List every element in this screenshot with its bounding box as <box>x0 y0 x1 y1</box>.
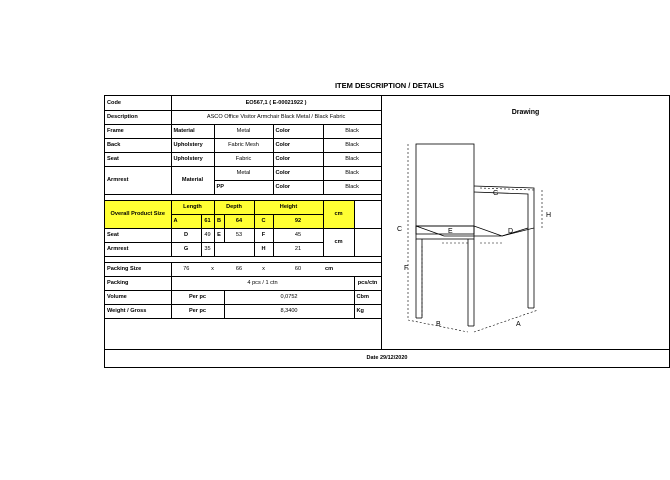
depth-label: Depth <box>214 200 254 214</box>
chair-drawing <box>382 96 668 346</box>
length-label: Length <box>171 200 214 214</box>
armrest-material-2: PP <box>214 180 273 194</box>
dim-e: E <box>214 228 224 242</box>
frame-row <box>105 124 381 138</box>
packing-width: 66 <box>224 262 254 276</box>
back-color-label: Color <box>273 138 323 152</box>
back-material: Fabric Mesh <box>214 138 273 152</box>
dim-g: G <box>171 242 201 256</box>
armrest-color-label-1: Color <box>273 166 323 180</box>
packing-value: 4 pcs / 1 ctn <box>171 276 354 290</box>
footer-date: Date 29/12/2020 <box>105 349 669 367</box>
code-label: Code <box>105 96 171 110</box>
chair-seat-front <box>416 226 474 239</box>
dimension-line-g <box>480 188 534 190</box>
volume-per: Per pc <box>171 290 224 304</box>
dim-f-value: 45 <box>273 228 323 242</box>
seat-armrest-unit: cm <box>323 228 354 256</box>
label-f: F <box>404 265 409 272</box>
armrest-material-label: Material <box>171 166 214 194</box>
armrest-label: Armrest <box>105 166 171 194</box>
packing-size-label: Packing Size <box>105 262 171 276</box>
back-row <box>105 138 381 152</box>
dim-c-value: 92 <box>273 214 323 228</box>
dim-f: F <box>254 228 273 242</box>
seat-row <box>105 152 381 166</box>
label-d: D <box>508 228 514 235</box>
packing-size-unit: cm <box>323 262 354 276</box>
seat-dimension-row <box>105 228 381 242</box>
frame-label: Frame <box>105 124 171 138</box>
label-e: E <box>448 228 453 235</box>
packing-length: 76 <box>171 262 201 276</box>
seat-color: Black <box>323 152 381 166</box>
dim-a-value: 61 <box>201 214 214 228</box>
dimension-line-a <box>474 310 538 332</box>
chair-seat-top <box>416 226 502 236</box>
dim-b: B <box>214 214 224 228</box>
seat-label: Seat <box>105 152 171 166</box>
packing-label: Packing <box>105 276 171 290</box>
spec-table <box>105 96 382 319</box>
chair-back <box>416 144 474 234</box>
document-title: ITEM DESCRIPTION / DETAILS <box>334 81 445 90</box>
armrest-color-label-2: Color <box>273 180 323 194</box>
armrest-material-1: Metal <box>214 166 273 180</box>
weight-label: Weight / Gross <box>105 304 171 318</box>
seat-dim-label: Seat <box>105 228 171 242</box>
label-g: G <box>493 190 499 197</box>
frame-color: Black <box>323 124 381 138</box>
frame-material-label: Material <box>171 124 214 138</box>
armrest-material-row-1 <box>105 166 381 180</box>
overall-size-label: Overall Product Size <box>105 200 171 228</box>
code-value: EO567,1 ( E-00021922 ) <box>171 96 381 110</box>
dim-e-value: 53 <box>224 228 254 242</box>
drawing-panel <box>381 96 669 349</box>
weight-value: 8,3400 <box>224 304 354 318</box>
armrest-dim-label: Armrest <box>105 242 171 256</box>
dim-d: D <box>171 228 201 242</box>
dim-h: H <box>254 242 273 256</box>
description-label: Description <box>105 110 171 124</box>
volume-label: Volume <box>105 290 171 304</box>
height-label: Height <box>254 200 323 214</box>
dim-b-value: 64 <box>224 214 254 228</box>
label-a: A <box>516 321 521 328</box>
spec-table-area <box>105 96 381 349</box>
overall-unit: cm <box>323 200 354 228</box>
armrest-color-1: Black <box>323 166 381 180</box>
frame-material: Metal <box>214 124 273 138</box>
weight-unit: Kg <box>354 304 381 318</box>
dim-g-value: 35 <box>201 242 214 256</box>
drawing-title: Drawing <box>511 109 540 116</box>
seat-material-label: Upholstery <box>171 152 214 166</box>
volume-row <box>105 290 381 304</box>
back-material-label: Upholstery <box>171 138 214 152</box>
armrest-color-2: Black <box>323 180 381 194</box>
seat-material: Fabric <box>214 152 273 166</box>
packing-row <box>105 276 381 290</box>
back-label: Back <box>105 138 171 152</box>
spec-sheet <box>104 95 670 368</box>
packing-x-2: x <box>254 262 273 276</box>
code-row <box>105 96 381 110</box>
weight-per: Per pc <box>171 304 224 318</box>
dim-a: A <box>171 214 201 228</box>
label-b: B <box>436 321 441 328</box>
frame-color-label: Color <box>273 124 323 138</box>
packing-size-row <box>105 262 381 276</box>
packing-height: 60 <box>273 262 323 276</box>
description-row <box>105 110 381 124</box>
dim-h-value: 21 <box>273 242 323 256</box>
label-h: H <box>546 212 552 219</box>
chair-armrest-inner <box>474 192 528 228</box>
volume-value: 0,0752 <box>224 290 354 304</box>
label-c: C <box>397 226 403 233</box>
description-value: ASCO Office Visitor Armchair Black Metal / Black Fabric <box>171 110 381 124</box>
seat-color-label: Color <box>273 152 323 166</box>
dimension-header-row <box>105 200 381 214</box>
packing-x-1: x <box>201 262 224 276</box>
back-color: Black <box>323 138 381 152</box>
volume-unit: Cbm <box>354 290 381 304</box>
packing-unit: pcs/ctn <box>354 276 381 290</box>
dim-d-value: 49 <box>201 228 214 242</box>
dim-c: C <box>254 214 273 228</box>
weight-row <box>105 304 381 318</box>
